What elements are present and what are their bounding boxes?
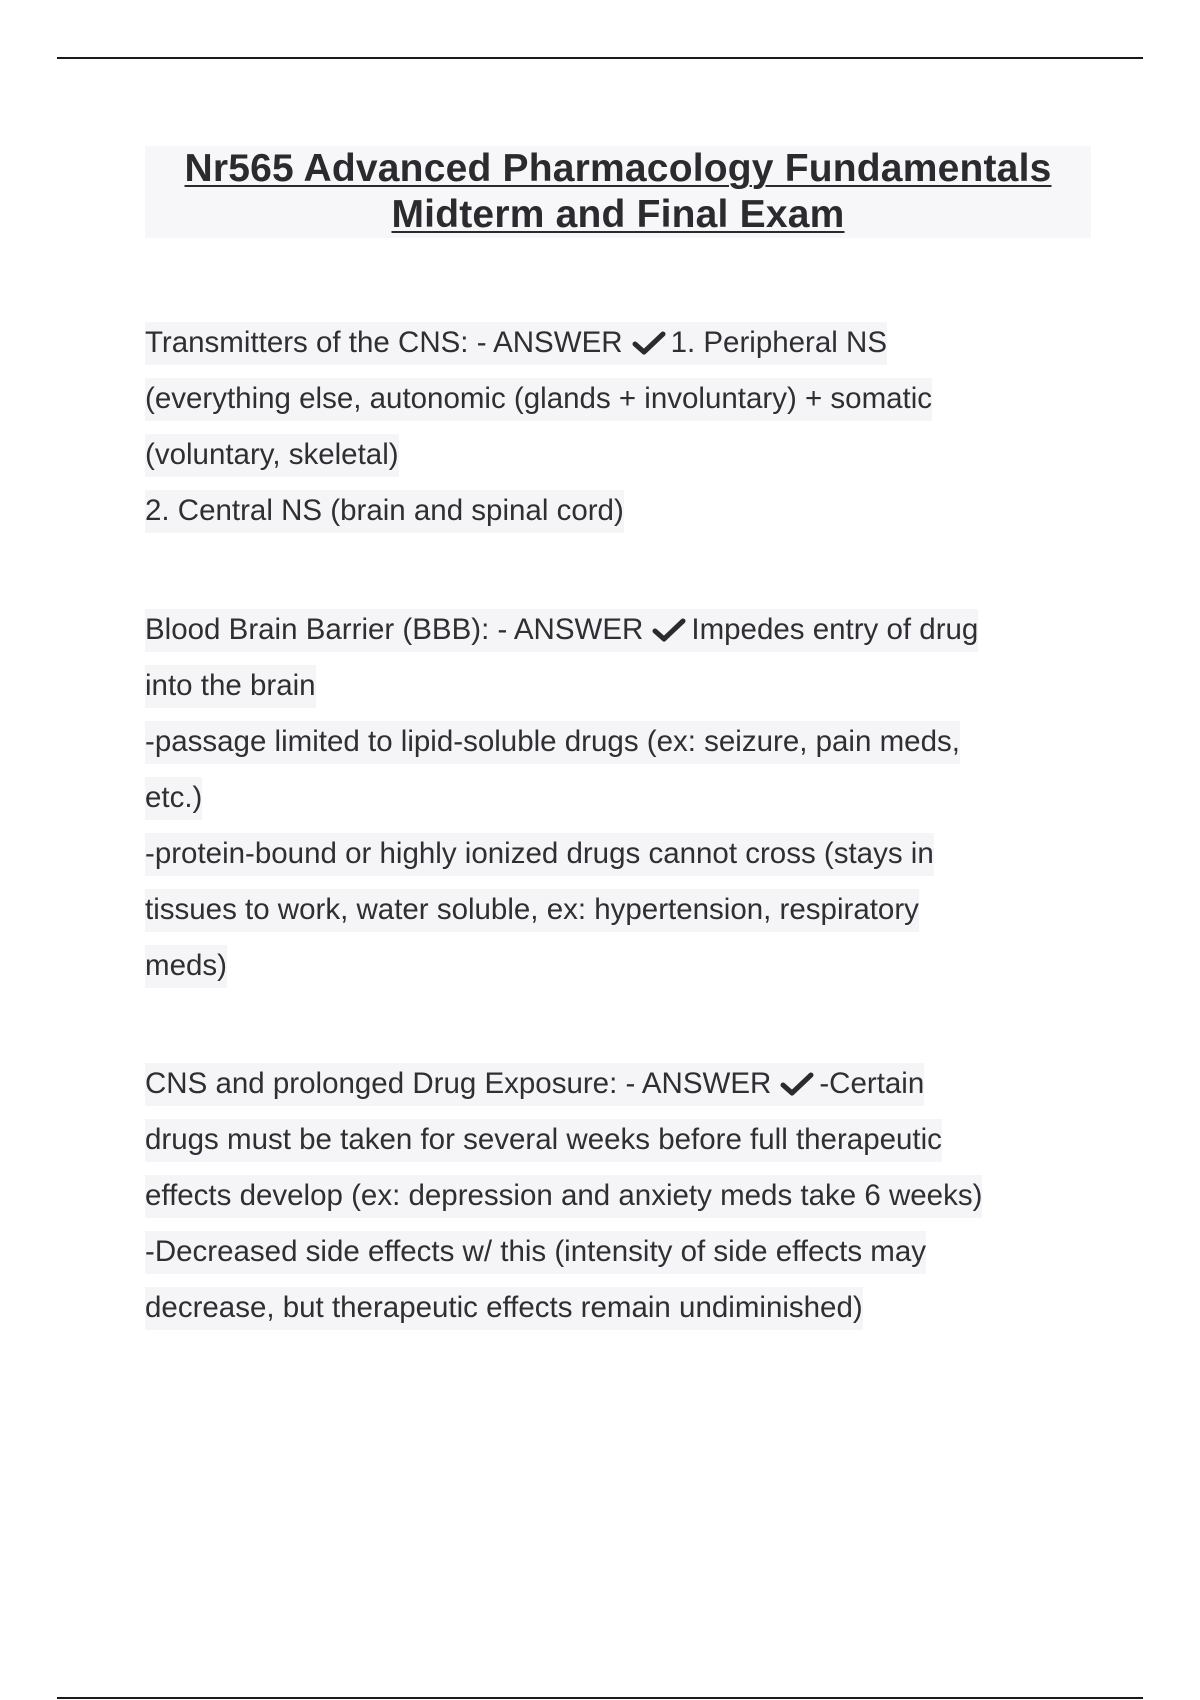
answer-line: meds)	[145, 945, 227, 988]
checkmark-icon	[631, 329, 667, 357]
answer-line: tissues to work, water soluble, ex: hypertension, respiratory	[145, 889, 919, 932]
qa-item-prolonged-drug-exposure	[145, 1056, 1085, 1336]
answer-line: decrease, but therapeutic effects remain undiminished)	[145, 1287, 863, 1330]
answer-line: (voluntary, skeletal)	[145, 434, 399, 477]
answer-line: 1. Peripheral NS	[671, 322, 887, 365]
answer-line: 2. Central NS (brain and spinal cord)	[145, 490, 624, 533]
question-text: CNS and prolonged Drug Exposure: - ANSWER	[145, 1063, 771, 1106]
answer-line: (everything else, autonomic (glands + involuntary) + somatic	[145, 378, 932, 421]
answer-line: etc.)	[145, 777, 202, 820]
answer-line: Impedes entry of drug	[691, 609, 978, 652]
answer-line: drugs must be taken for several weeks before full therapeutic	[145, 1119, 942, 1162]
answer-line: -protein-bound or highly ionized drugs cannot cross (stays in	[145, 833, 934, 876]
top-divider	[57, 57, 1143, 59]
title-line-1: Nr565 Advanced Pharmacology Fundamentals	[184, 147, 1052, 190]
answer-line: -Decreased side effects w/ this (intensity of side effects may	[145, 1231, 926, 1274]
title-line-2: Midterm and Final Exam	[391, 193, 845, 236]
bottom-divider	[57, 1697, 1143, 1699]
question-text: Transmitters of the CNS: - ANSWER	[145, 322, 623, 365]
question-text: Blood Brain Barrier (BBB): - ANSWER	[145, 609, 643, 652]
answer-line: into the brain	[145, 665, 316, 708]
answer-line: effects develop (ex: depression and anxiety meds take 6 weeks)	[145, 1175, 982, 1218]
checkmark-icon	[651, 616, 687, 644]
answer-line: -Certain	[819, 1063, 924, 1106]
checkmark-icon	[779, 1070, 815, 1098]
qa-item-blood-brain-barrier	[145, 602, 1085, 994]
qa-item-transmitters	[145, 315, 1085, 539]
document-title	[145, 146, 1091, 238]
answer-line: -passage limited to lipid-soluble drugs (ex: seizure, pain meds,	[145, 721, 960, 764]
